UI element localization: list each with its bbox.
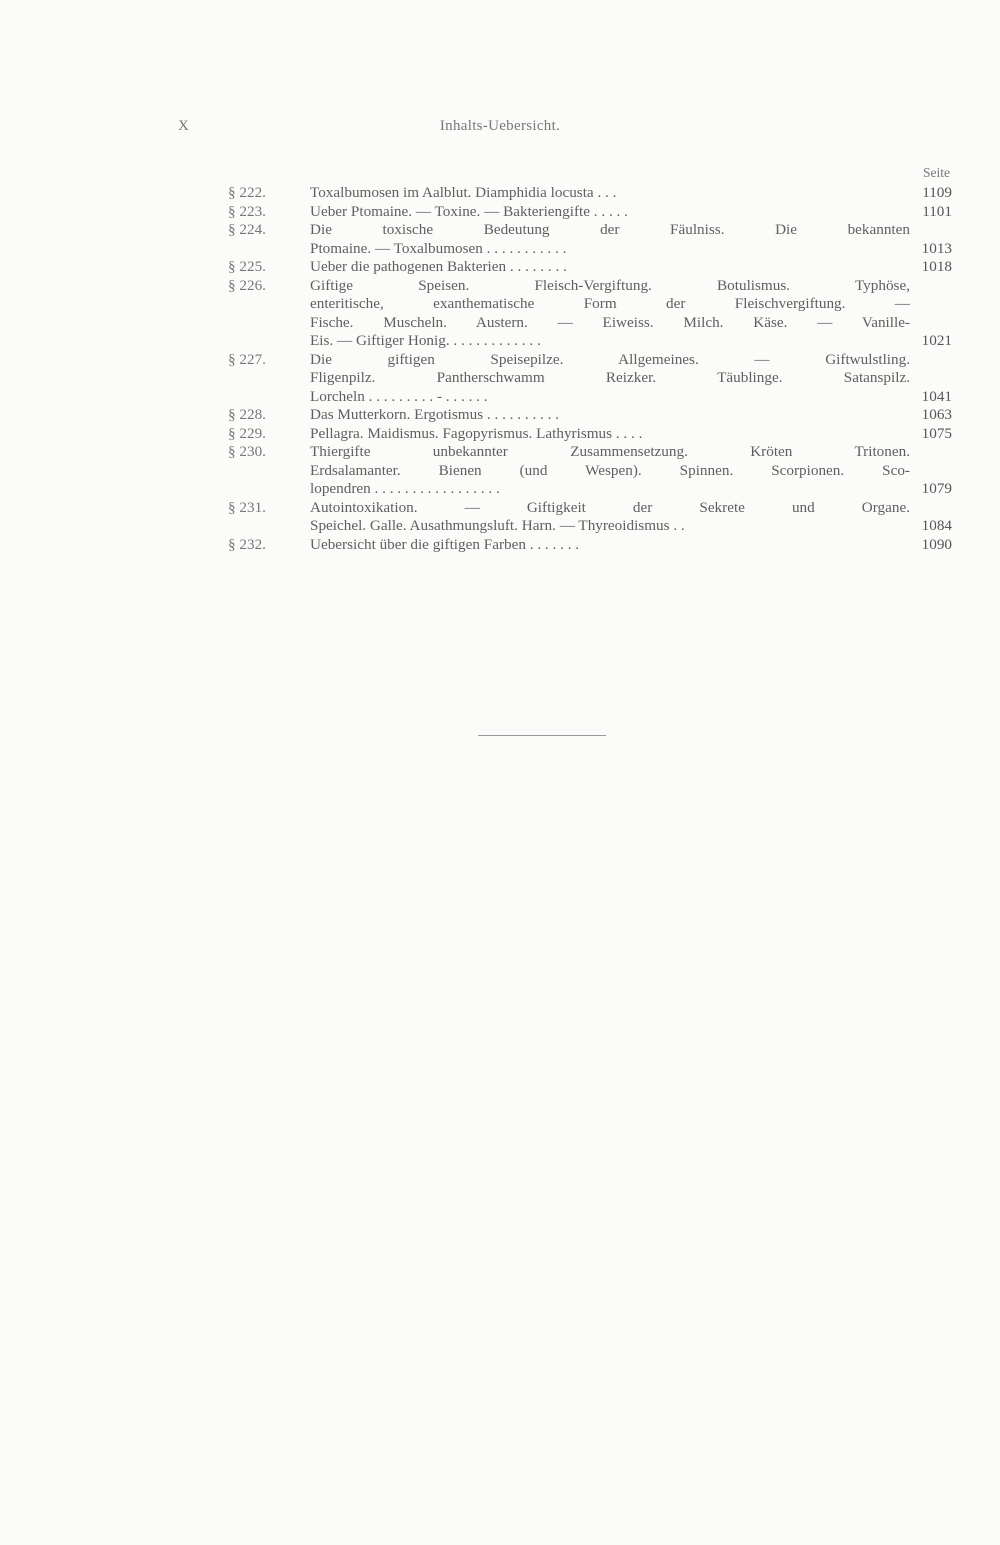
section-number: § 230. — [228, 443, 266, 460]
section-number: § 232. — [228, 535, 266, 553]
page-reference: 1101 — [922, 202, 952, 220]
entry-last-line — [310, 184, 952, 203]
entry-title-line: Thiergifte unbekannter Zusammensetzung. Kröten Tritonen. — [310, 443, 910, 460]
page-column-label: Seite — [923, 165, 950, 180]
entry-title-line: Giftige Speisen. Fleisch-Vergiftung. Botulismus. Typhöse, — [310, 276, 910, 294]
page-reference: 1090 — [921, 535, 952, 553]
entry-title-line: Die toxische Bedeutung der Fäulniss. Die bekannten — [310, 221, 910, 238]
entry-title-line: Eis. — Giftiger Honig. . . . . . . . . . . . . — [310, 332, 541, 349]
section-number: § 222. — [228, 184, 266, 201]
entry-title-line: Toxalbumosen im Aalblut. Diamphidia locusta . . . — [310, 184, 617, 201]
toc-entry — [228, 221, 952, 258]
entry-title-line: Die giftigen Speisepilze. Allgemeines. — Giftwulstling. — [310, 350, 910, 368]
page-reference: 1109 — [922, 184, 952, 201]
toc-entries — [228, 184, 958, 554]
section-number: § 223. — [228, 202, 266, 220]
page-reference: 1079 — [921, 480, 952, 497]
entry-title-line: Speichel. Galle. Ausathmungsluft. Harn. — Thyreoidismus . . — [310, 517, 685, 534]
entry-title-line: Lorcheln . . . . . . . . . - . . . . . . — [310, 387, 488, 405]
section-number: § 229. — [228, 424, 266, 442]
entry-title-line: Das Mutterkorn. Ergotismus . . . . . . . . . . — [310, 406, 560, 423]
section-number: § 228. — [228, 406, 266, 423]
toc-entry — [228, 202, 952, 222]
entry-last-line — [310, 406, 952, 425]
toc-entry — [228, 350, 952, 407]
entry-title-line: enteritische, exanthematische Form der Fleischvergiftung. — — [310, 295, 910, 312]
toc-entry — [228, 498, 952, 536]
page-number-roman: X — [178, 118, 189, 134]
toc-entry — [228, 443, 952, 499]
page-reference: 1013 — [921, 239, 952, 257]
entry-title-line: Ptomaine. — Toxalbumosen . . . . . . . . . . . — [310, 239, 567, 257]
entry-title-line: Ueber die pathogenen Bakterien . . . . . . . . — [310, 258, 567, 275]
entry-last-line — [310, 535, 952, 555]
entry-last-line — [310, 258, 952, 277]
section-number: § 231. — [228, 498, 266, 516]
running-title: Inhalts-Uebersicht. — [439, 118, 561, 134]
entry-title-line: Ueber Ptomaine. — Toxine. — Bakteriengifte . . . . . — [310, 202, 628, 220]
page-reference: 1018 — [921, 258, 952, 275]
page-reference: 1075 — [921, 424, 952, 442]
page-reference: 1041 — [921, 387, 952, 405]
section-number: § 225. — [228, 258, 266, 275]
toc-entry — [228, 258, 952, 277]
end-rule — [478, 735, 606, 736]
toc-entry — [228, 276, 952, 351]
page-reference: 1063 — [921, 406, 952, 423]
entry-title-line: lopendren . . . . . . . . . . . . . . . . . — [310, 480, 500, 497]
page-reference: 1084 — [921, 517, 952, 534]
toc-entry — [228, 535, 952, 555]
table-of-contents — [228, 164, 958, 554]
section-number: § 227. — [228, 350, 266, 368]
entry-last-line — [310, 332, 952, 351]
section-number: § 224. — [228, 221, 266, 238]
entry-last-line — [310, 202, 952, 222]
toc-entry — [228, 184, 952, 203]
entry-last-line — [310, 239, 952, 259]
entry-title-line: Autointoxikation. — Giftigkeit der Sekrete und Organe. — [310, 498, 910, 516]
entry-title-line: Erdsalamanter. Bienen (und Wespen). Spinnen. Scorpionen. Sco- — [310, 461, 910, 479]
section-number: § 226. — [228, 276, 266, 294]
page-header — [0, 118, 1000, 140]
entry-last-line — [310, 424, 952, 444]
entry-last-line — [310, 387, 952, 407]
entry-title-line: Uebersicht über die giftigen Farben . . . . . . . — [310, 535, 580, 553]
entry-title-line: Fligenpilz. Pantherschwamm Reizker. Täublinge. Satanspilz. — [310, 369, 910, 386]
toc-entry — [228, 406, 952, 425]
entry-last-line — [310, 480, 952, 499]
toc-entry — [228, 424, 952, 444]
entry-last-line — [310, 517, 952, 536]
page-reference: 1021 — [921, 332, 952, 349]
entry-title-line: Fische. Muscheln. Austern. — Eiweiss. Milch. Käse. — Vanille- — [310, 313, 910, 331]
entry-title-line: Pellagra. Maidismus. Fagopyrismus. Lathyrismus . . . . — [310, 424, 643, 442]
